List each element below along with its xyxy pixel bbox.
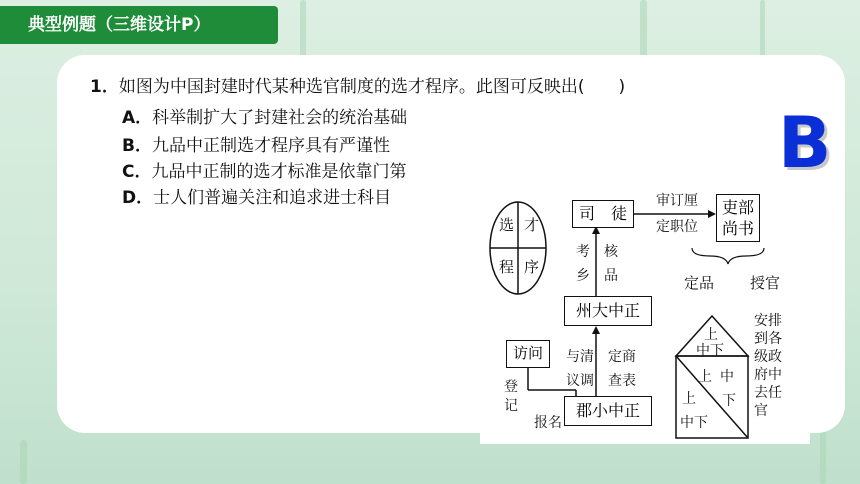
- bamboo-stalk-decoration: [760, 0, 765, 58]
- option-d: D．士人们普遍关注和追求进士科目: [122, 188, 392, 208]
- shending-label: 审订厘: [656, 193, 698, 209]
- dingzhi-label: 定职位: [656, 219, 698, 235]
- circle-char-cheng: 程: [499, 258, 515, 276]
- tri-right-zhong: 中: [720, 369, 734, 385]
- hepin-label: 核品: [604, 244, 618, 284]
- answer-letter: B: [778, 102, 832, 184]
- chabiao-label: 查表: [608, 373, 636, 389]
- libu-box: 吏部 尚书: [716, 194, 760, 242]
- tri-top-shang: 上: [704, 327, 718, 343]
- tri-right-xia: 下: [722, 393, 736, 409]
- tri-left-shang: 上: [682, 391, 696, 407]
- dingshang-label: 定商: [608, 349, 636, 365]
- question-text: 如图为中国封建时代某种选官制度的选才程序。此图可反映出( ): [118, 77, 626, 97]
- tri-top-zhongxia: 中下: [696, 343, 724, 359]
- baoming-label: 报名: [534, 415, 562, 431]
- question-stem: [90, 72, 625, 97]
- selection-process-diagram: [480, 190, 810, 444]
- dingpin-label: 定品: [684, 274, 715, 292]
- fangwen-box: 访问: [506, 340, 550, 368]
- dengji-label: 登记: [504, 379, 518, 414]
- yidiao-label: 议调: [566, 373, 594, 389]
- bamboo-stalk-decoration: [300, 0, 306, 60]
- tri-right-shang: 上: [698, 369, 712, 385]
- question-number: 1．: [90, 77, 119, 97]
- situ-box: 司 徒: [572, 200, 634, 228]
- zhouda-box: 州大中正: [564, 296, 652, 326]
- option-b: B．九品中正制选才程序具有严谨性: [122, 136, 390, 156]
- kaoxiang-label: 考乡: [576, 244, 590, 284]
- shouguan-label: 授官: [750, 274, 781, 292]
- anpai-label: 安排到各级政府中去任官: [754, 313, 782, 419]
- option-a: A．科举制扩大了封建社会的统治基础: [122, 108, 408, 128]
- tri-left-zhongxia: 中下: [680, 415, 708, 431]
- bamboo-stalk-decoration: [20, 440, 27, 484]
- junxiao-box: 郡小中正: [564, 396, 652, 426]
- yuqing-label: 与清: [566, 349, 594, 365]
- circle-char-xuan: 选: [499, 216, 515, 234]
- circle-char-xu: 序: [524, 258, 540, 276]
- section-header: 典型例题（三维设计P）: [0, 6, 278, 44]
- circle-char-cai: 才: [524, 216, 540, 234]
- bamboo-stalk-decoration: [820, 430, 826, 484]
- option-c: C．九品中正制的选才标准是依靠门第: [122, 162, 407, 182]
- bamboo-stalk-decoration: [640, 0, 647, 58]
